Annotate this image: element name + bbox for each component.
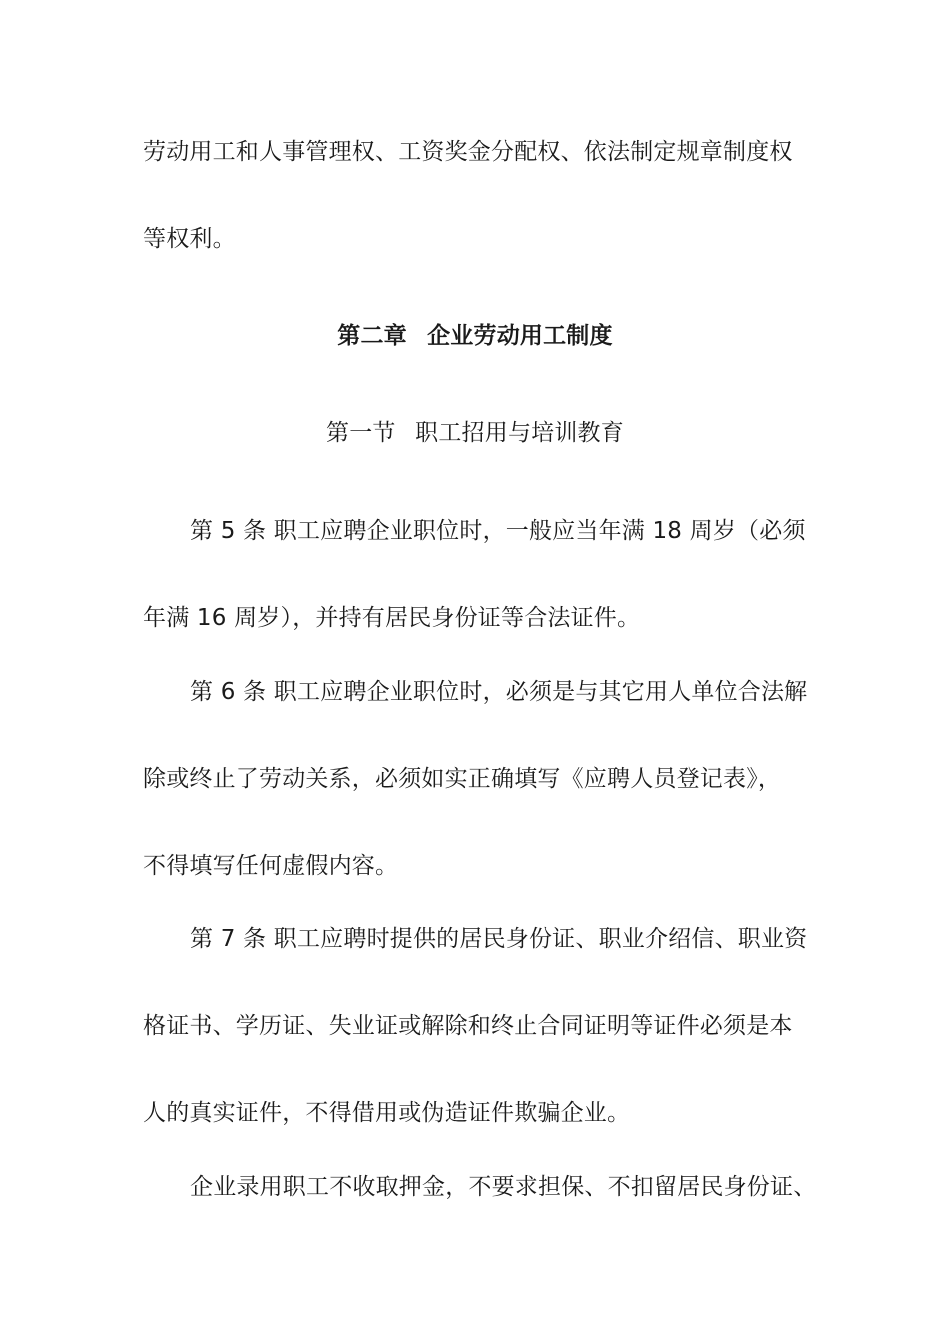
article-6-line-1: 第 6 条 职工应聘企业职位时，必须是与其它用人单位合法解 [190,679,808,705]
continuation-line-2: 等权利。 [143,226,236,252]
article-6-line-2: 除或终止了劳动关系，必须如实正确填写《应聘人员登记表》， [143,766,782,792]
article-7-line-1: 第 7 条 职工应聘时提供的居民身份证、职业介绍信、职业资 [190,926,808,952]
continuation-line-1: 劳动用工和人事管理权、工资奖金分配权、依法制定规章制度权 [143,139,793,165]
article-6-line-3: 不得填写任何虚假内容。 [143,853,399,879]
article-7-line-3: 人的真实证件，不得借用或伪造证件欺骗企业。 [143,1100,631,1126]
section-title: 第一节 职工招用与培训教育 [326,420,624,446]
article-5-line-1: 第 5 条 职工应聘企业职位时，一般应当年满 18 周岁（必须 [190,518,806,544]
chapter-title: 第二章 企业劳动用工制度 [337,323,613,349]
article-7-line-2: 格证书、学历证、失业证或解除和终止合同证明等证件必须是本 [143,1013,793,1039]
paragraph-deposit-line-1: 企业录用职工不收取押金，不要求担保、不扣留居民身份证、 [190,1174,817,1200]
article-5-line-2: 年满 16 周岁），并持有居民身份证等合法证件。 [143,605,641,631]
